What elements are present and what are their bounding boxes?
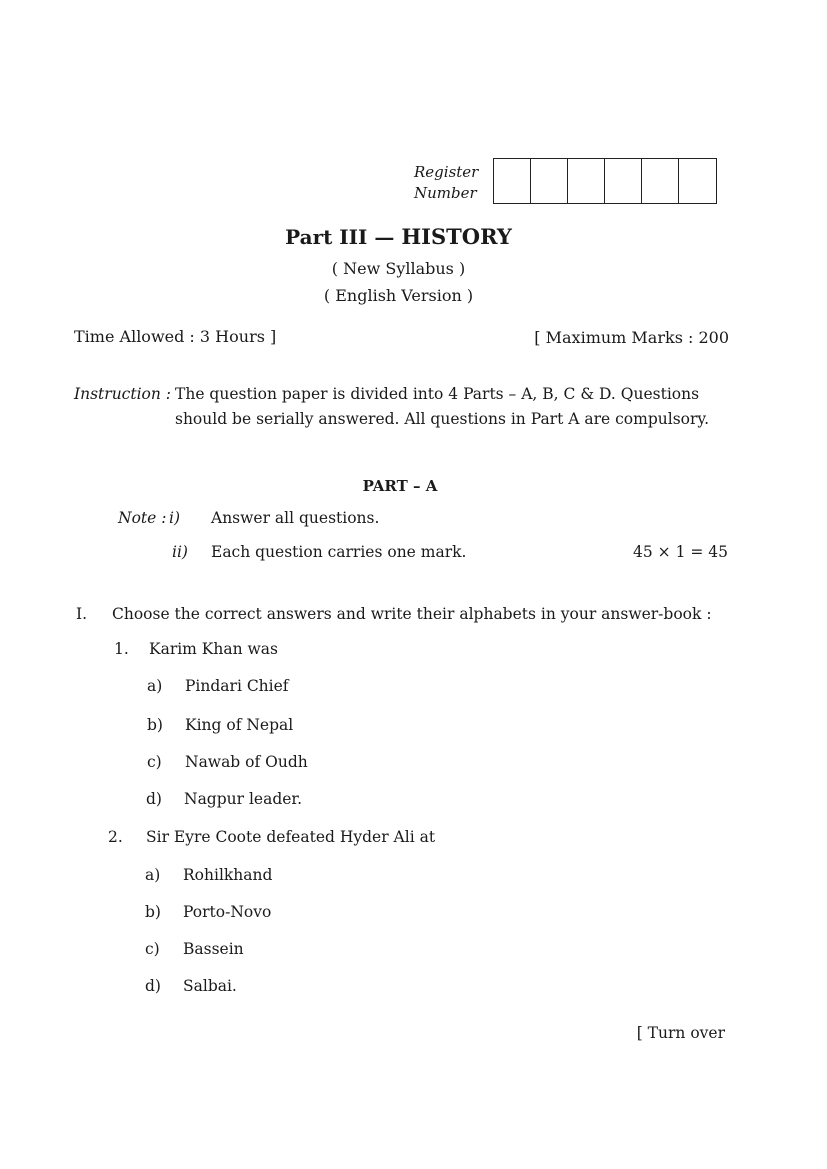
register-box xyxy=(642,159,679,203)
option-text: Porto-Novo xyxy=(183,903,272,921)
option-label: a) xyxy=(147,677,163,695)
option-text: Salbai. xyxy=(183,977,237,995)
option-label: c) xyxy=(145,940,160,958)
question-number: 1. xyxy=(114,640,129,658)
part-a-marks: 45 × 1 = 45 xyxy=(633,543,728,561)
option-label: c) xyxy=(147,753,162,771)
register-number-boxes xyxy=(493,158,717,204)
option-label: b) xyxy=(145,903,161,921)
register-number-label xyxy=(414,162,478,204)
note-number: i) xyxy=(169,509,181,527)
section-number: I. xyxy=(76,605,88,623)
section-instruction: Choose the correct answers and write their alphabets in your answer-book : xyxy=(112,605,712,623)
turn-over-note: [ Turn over xyxy=(636,1024,725,1042)
part-a-heading: PART – A xyxy=(362,477,438,495)
question-text: Sir Eyre Coote defeated Hyder Ali at xyxy=(146,828,436,846)
note-text: Each question carries one mark. xyxy=(211,543,467,561)
register-label-line1: Register xyxy=(414,163,479,181)
note-label: Note : xyxy=(118,509,167,527)
instruction-line-1: The question paper is divided into 4 Parts – A, B, C & D. Questions xyxy=(175,385,700,403)
option-label: d) xyxy=(146,790,162,808)
paper-title xyxy=(0,224,797,249)
syllabus-line: ( New Syllabus ) xyxy=(331,259,466,278)
register-box xyxy=(605,159,642,203)
instruction-label: Instruction : xyxy=(74,385,172,403)
instruction-line-2: should be serially answered. All questions in Part A are compulsory. xyxy=(175,410,710,428)
maximum-marks: [ Maximum Marks : 200 xyxy=(534,328,729,347)
part-label: Part III — xyxy=(285,225,402,249)
option-text: Nagpur leader. xyxy=(184,790,303,808)
option-text: Nawab of Oudh xyxy=(185,753,308,771)
register-box xyxy=(494,159,531,203)
register-box xyxy=(531,159,568,203)
register-box xyxy=(568,159,605,203)
option-label: d) xyxy=(145,977,161,995)
option-text: King of Nepal xyxy=(185,716,294,734)
subject-name: HISTORY xyxy=(401,224,512,249)
register-label-line2: Number xyxy=(414,184,477,202)
option-label: a) xyxy=(145,866,161,884)
option-text: Pindari Chief xyxy=(185,677,289,695)
note-number: ii) xyxy=(172,543,188,561)
time-allowed: Time Allowed : 3 Hours ] xyxy=(74,327,277,346)
option-text: Rohilkhand xyxy=(183,866,273,884)
version-line: ( English Version ) xyxy=(323,286,474,305)
question-text: Karim Khan was xyxy=(149,640,278,658)
option-label: b) xyxy=(147,716,163,734)
note-text: Answer all questions. xyxy=(211,509,380,527)
question-number: 2. xyxy=(108,828,123,846)
register-box xyxy=(679,159,716,203)
option-text: Bassein xyxy=(183,940,244,958)
